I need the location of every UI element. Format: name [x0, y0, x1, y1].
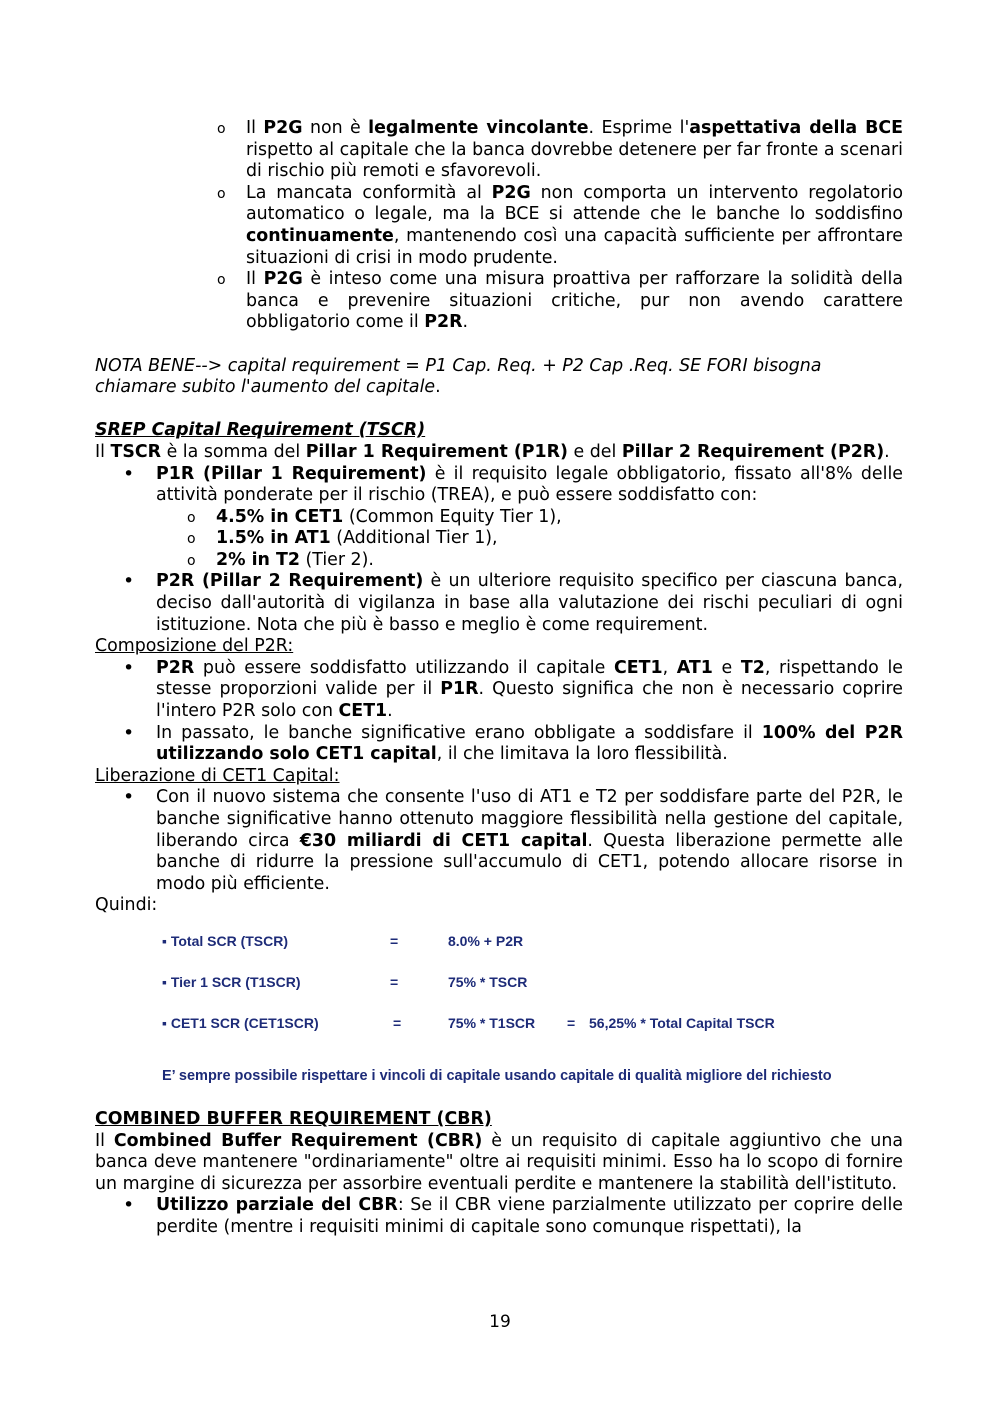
pillar-list-2 [95, 571, 903, 636]
list-item: • Con il nuovo sistema che consente l'uso di AT1 e T2 per soddisfare parte del P2R, le banche significative hanno ottenuto maggiore flessibilità nella gestione del capitale, liberando circa €30 miliardi di CET1 capital. Questa liberazione permette alle banche di ridurre la pressione sull'accumulo di CET1, potendo allocare risorse in modo più efficiente. [156, 787, 903, 895]
capital-requirements-figure: ▪ Total SCR (TSCR) = 8.0% + P2R ▪ Tier 1 SCR (T1SCR) = 75% * TSCR ▪ CET1 SCR (CET1SCR) = 75% * T1SCR = 56,25% * Total Capital TSCR E’ sempre possibile rispettare i vincoli di capitale usando capitale di qualità migliore del richiesto [162, 921, 902, 1101]
cbr-intro: Il Combined Buffer Requirement (CBR) è un requisito di capitale aggiuntivo che una banca deve mantenere "ordinariamente" oltre ai requisiti minimi. Esso ha lo scopo di fornire un margine di sicurezza per assorbire eventuali perdite e mantenere la stabilità dell'istituto. [95, 1130, 904, 1194]
list-item: • P2R può essere soddisfatto utilizzando il capitale CET1, AT1 e T2, rispettando le stesse proporzioni valide per il P1R. Questo significa che non è necessario coprire l'intero P2R solo con CET1. [156, 658, 903, 723]
list-item-p2r: • P2R (Pillar 2 Requirement) è un ulteriore requisito specifico per ciascuna banca, deciso dall'autorità di vigilanza in base alla valutazione dei rischi peculiari di ogni istituzione. Nota che più è basso e meglio è come requirement. [156, 571, 903, 636]
liberazione-list [95, 787, 903, 895]
cbr-heading: COMBINED BUFFER REQUIREMENT (CBR) [95, 1108, 492, 1129]
nota-bene: NOTA BENE--> capital requirement = P1 Cap. Req. + P2 Cap .Req. SE FORI bisogna chiamare subito l'aumento del capitale. [95, 355, 822, 398]
list-item: o 2% in T2 (Tier 2). [216, 550, 903, 572]
p1r-sublist [95, 507, 903, 572]
composizione-list [95, 658, 903, 766]
page-number: 19 [489, 1312, 511, 1332]
list-item: o La mancata conformità al P2G non comporta un intervento regolatorio automatico o legale, ma la BCE si attende che le banche lo soddisfino continuamente, mantenendo così una capacità sufficiente per affrontare situazioni di crisi in modo prudente. [246, 183, 903, 269]
composizione-heading: Composizione del P2R: [95, 636, 294, 657]
list-item: • In passato, le banche significative erano obbligate a soddisfare il 100% del P2R utilizzando solo CET1 capital, il che limitava la loro flessibilità. [156, 723, 903, 766]
list-item: o Il P2G non è legalmente vincolante. Esprime l'aspettativa della BCE rispetto al capitale che la banca dovrebbe detenere per far fronte a scenari di rischio più remoti e sfavorevoli. [246, 118, 903, 183]
list-item-p1r: • P1R (Pillar 1 Requirement) è il requisito legale obbligatorio, fissato all'8% delle attività ponderate per il rischio (TREA), e può essere soddisfatto con: [156, 464, 903, 507]
list-item: • Utilizzo parziale del CBR: Se il CBR viene parzialmente utilizzato per coprire delle perdite (mentre i requisiti minimi di capitale sono comunque rispettati), la [156, 1195, 903, 1238]
figure-note: E’ sempre possibile rispettare i vincoli di capitale usando capitale di qualità migliore del richiesto [162, 1067, 832, 1084]
list-item: o 4.5% in CET1 (Common Equity Tier 1), [216, 507, 903, 529]
srep-intro: Il TSCR è la somma del Pillar 1 Requirement (P1R) e del Pillar 2 Requirement (P2R). [95, 441, 890, 462]
cbr-list [95, 1195, 903, 1238]
quindi-label: Quindi: [95, 895, 158, 916]
list-item: o Il P2G è inteso come una misura proattiva per rafforzare la solidità della banca e prevenire situazioni critiche, pur non avendo carattere obbligatorio come il P2R. [246, 269, 903, 334]
p2g-list [95, 118, 903, 334]
liberazione-heading: Liberazione di CET1 Capital: [95, 765, 340, 786]
srep-heading: SREP Capital Requirement (TSCR) [95, 420, 426, 441]
list-item: o 1.5% in AT1 (Additional Tier 1), [216, 528, 903, 550]
pillar-list [95, 464, 903, 507]
document-page [95, 118, 903, 1239]
